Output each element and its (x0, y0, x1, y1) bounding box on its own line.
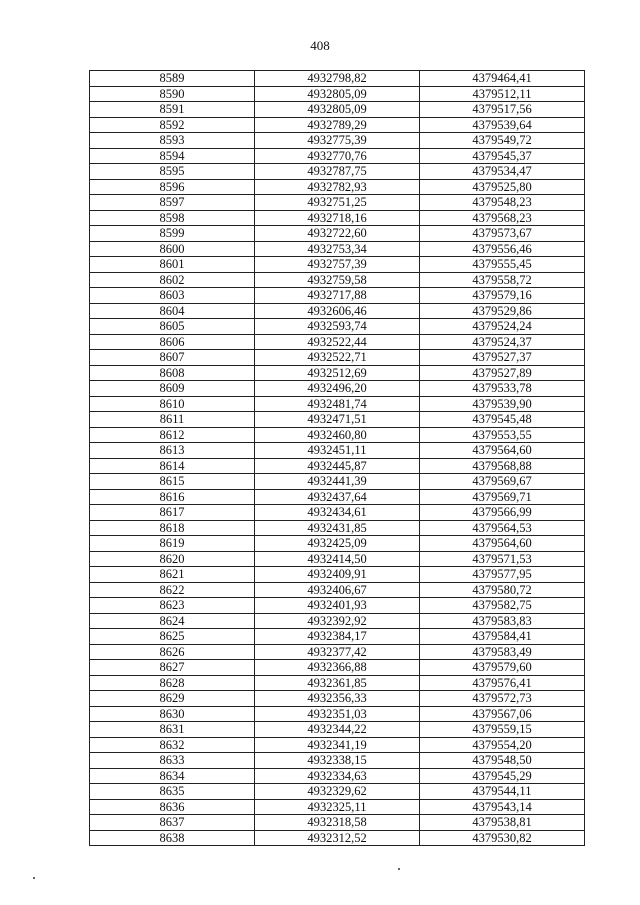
y-coordinate-cell: 4379524,24 (420, 319, 585, 335)
y-coordinate-cell: 4379583,83 (420, 613, 585, 629)
table-row (90, 706, 585, 722)
point-number-cell: 8638 (90, 830, 255, 846)
y-coordinate-cell: 4379559,15 (420, 722, 585, 738)
x-coordinate-cell: 4932441,39 (255, 474, 420, 490)
point-number-cell: 8615 (90, 474, 255, 490)
x-coordinate-cell: 4932522,71 (255, 350, 420, 366)
point-number-cell: 8596 (90, 179, 255, 195)
table-row (90, 117, 585, 133)
point-number-cell: 8604 (90, 303, 255, 319)
y-coordinate-cell: 4379567,06 (420, 706, 585, 722)
table-row (90, 164, 585, 180)
point-number-cell: 8592 (90, 117, 255, 133)
point-number-cell: 8626 (90, 644, 255, 660)
y-coordinate-cell: 4379566,99 (420, 505, 585, 521)
point-number-cell: 8636 (90, 799, 255, 815)
table-row (90, 319, 585, 335)
point-number-cell: 8600 (90, 241, 255, 257)
y-coordinate-cell: 4379524,37 (420, 334, 585, 350)
y-coordinate-cell: 4379553,55 (420, 427, 585, 443)
x-coordinate-cell: 4932406,67 (255, 582, 420, 598)
point-number-cell: 8614 (90, 458, 255, 474)
point-number-cell: 8619 (90, 536, 255, 552)
table-row (90, 644, 585, 660)
x-coordinate-cell: 4932414,50 (255, 551, 420, 567)
x-coordinate-cell: 4932496,20 (255, 381, 420, 397)
x-coordinate-cell: 4932757,39 (255, 257, 420, 273)
scan-speck (33, 877, 35, 879)
point-number-cell: 8630 (90, 706, 255, 722)
x-coordinate-cell: 4932425,09 (255, 536, 420, 552)
y-coordinate-cell: 4379579,16 (420, 288, 585, 304)
table-row (90, 303, 585, 319)
x-coordinate-cell: 4932717,88 (255, 288, 420, 304)
y-coordinate-cell: 4379545,37 (420, 148, 585, 164)
table-row (90, 412, 585, 428)
y-coordinate-cell: 4379539,64 (420, 117, 585, 133)
point-number-cell: 8616 (90, 489, 255, 505)
point-number-cell: 8610 (90, 396, 255, 412)
point-number-cell: 8624 (90, 613, 255, 629)
table-row (90, 629, 585, 645)
x-coordinate-cell: 4932341,19 (255, 737, 420, 753)
table-row (90, 241, 585, 257)
table-row (90, 71, 585, 87)
table-row (90, 365, 585, 381)
point-number-cell: 8637 (90, 815, 255, 831)
table-row (90, 396, 585, 412)
y-coordinate-cell: 4379527,89 (420, 365, 585, 381)
y-coordinate-cell: 4379582,75 (420, 598, 585, 614)
point-number-cell: 8601 (90, 257, 255, 273)
point-number-cell: 8620 (90, 551, 255, 567)
table-row (90, 799, 585, 815)
x-coordinate-cell: 4932325,11 (255, 799, 420, 815)
x-coordinate-cell: 4932522,44 (255, 334, 420, 350)
y-coordinate-cell: 4379525,80 (420, 179, 585, 195)
table-row (90, 660, 585, 676)
point-number-cell: 8597 (90, 195, 255, 211)
x-coordinate-cell: 4932312,52 (255, 830, 420, 846)
table-row (90, 536, 585, 552)
x-coordinate-cell: 4932481,74 (255, 396, 420, 412)
y-coordinate-cell: 4379529,86 (420, 303, 585, 319)
point-number-cell: 8617 (90, 505, 255, 521)
point-number-cell: 8631 (90, 722, 255, 738)
table-row (90, 350, 585, 366)
x-coordinate-cell: 4932753,34 (255, 241, 420, 257)
y-coordinate-cell: 4379583,49 (420, 644, 585, 660)
table-row (90, 334, 585, 350)
x-coordinate-cell: 4932782,93 (255, 179, 420, 195)
point-number-cell: 8602 (90, 272, 255, 288)
table-row (90, 226, 585, 242)
y-coordinate-cell: 4379543,14 (420, 799, 585, 815)
x-coordinate-cell: 4932471,51 (255, 412, 420, 428)
y-coordinate-cell: 4379568,23 (420, 210, 585, 226)
point-number-cell: 8628 (90, 675, 255, 691)
point-number-cell: 8632 (90, 737, 255, 753)
y-coordinate-cell: 4379554,20 (420, 737, 585, 753)
coordinates-table-body (90, 71, 585, 846)
y-coordinate-cell: 4379538,81 (420, 815, 585, 831)
x-coordinate-cell: 4932409,91 (255, 567, 420, 583)
x-coordinate-cell: 4932318,58 (255, 815, 420, 831)
y-coordinate-cell: 4379545,29 (420, 768, 585, 784)
x-coordinate-cell: 4932798,82 (255, 71, 420, 87)
coordinates-table (89, 70, 585, 846)
table-row (90, 133, 585, 149)
y-coordinate-cell: 4379584,41 (420, 629, 585, 645)
y-coordinate-cell: 4379545,48 (420, 412, 585, 428)
table-row (90, 288, 585, 304)
table-row (90, 474, 585, 490)
point-number-cell: 8622 (90, 582, 255, 598)
x-coordinate-cell: 4932451,11 (255, 443, 420, 459)
y-coordinate-cell: 4379555,45 (420, 257, 585, 273)
table-row (90, 753, 585, 769)
table-row (90, 737, 585, 753)
table-row (90, 427, 585, 443)
y-coordinate-cell: 4379558,72 (420, 272, 585, 288)
table-row (90, 381, 585, 397)
point-number-cell: 8599 (90, 226, 255, 242)
point-number-cell: 8611 (90, 412, 255, 428)
y-coordinate-cell: 4379568,88 (420, 458, 585, 474)
x-coordinate-cell: 4932775,39 (255, 133, 420, 149)
x-coordinate-cell: 4932437,64 (255, 489, 420, 505)
scan-speck (398, 868, 400, 870)
point-number-cell: 8606 (90, 334, 255, 350)
table-row (90, 195, 585, 211)
table-row (90, 830, 585, 846)
x-coordinate-cell: 4932401,93 (255, 598, 420, 614)
table-row (90, 613, 585, 629)
table-row (90, 458, 585, 474)
y-coordinate-cell: 4379569,67 (420, 474, 585, 490)
y-coordinate-cell: 4379564,53 (420, 520, 585, 536)
table-row (90, 567, 585, 583)
table-row (90, 102, 585, 118)
y-coordinate-cell: 4379564,60 (420, 536, 585, 552)
y-coordinate-cell: 4379577,95 (420, 567, 585, 583)
x-coordinate-cell: 4932344,22 (255, 722, 420, 738)
y-coordinate-cell: 4379530,82 (420, 830, 585, 846)
x-coordinate-cell: 4932770,76 (255, 148, 420, 164)
x-coordinate-cell: 4932434,61 (255, 505, 420, 521)
x-coordinate-cell: 4932384,17 (255, 629, 420, 645)
x-coordinate-cell: 4932718,16 (255, 210, 420, 226)
point-number-cell: 8605 (90, 319, 255, 335)
table-row (90, 489, 585, 505)
y-coordinate-cell: 4379579,60 (420, 660, 585, 676)
x-coordinate-cell: 4932431,85 (255, 520, 420, 536)
point-number-cell: 8634 (90, 768, 255, 784)
y-coordinate-cell: 4379572,73 (420, 691, 585, 707)
y-coordinate-cell: 4379533,78 (420, 381, 585, 397)
y-coordinate-cell: 4379517,56 (420, 102, 585, 118)
point-number-cell: 8621 (90, 567, 255, 583)
y-coordinate-cell: 4379573,67 (420, 226, 585, 242)
point-number-cell: 8595 (90, 164, 255, 180)
y-coordinate-cell: 4379580,72 (420, 582, 585, 598)
point-number-cell: 8625 (90, 629, 255, 645)
point-number-cell: 8591 (90, 102, 255, 118)
x-coordinate-cell: 4932460,80 (255, 427, 420, 443)
table-row (90, 675, 585, 691)
table-row (90, 272, 585, 288)
x-coordinate-cell: 4932366,88 (255, 660, 420, 676)
y-coordinate-cell: 4379556,46 (420, 241, 585, 257)
x-coordinate-cell: 4932593,74 (255, 319, 420, 335)
table-row (90, 551, 585, 567)
x-coordinate-cell: 4932329,62 (255, 784, 420, 800)
point-number-cell: 8618 (90, 520, 255, 536)
point-number-cell: 8635 (90, 784, 255, 800)
y-coordinate-cell: 4379549,72 (420, 133, 585, 149)
y-coordinate-cell: 4379564,60 (420, 443, 585, 459)
y-coordinate-cell: 4379548,50 (420, 753, 585, 769)
point-number-cell: 8633 (90, 753, 255, 769)
x-coordinate-cell: 4932356,33 (255, 691, 420, 707)
point-number-cell: 8594 (90, 148, 255, 164)
point-number-cell: 8607 (90, 350, 255, 366)
y-coordinate-cell: 4379544,11 (420, 784, 585, 800)
x-coordinate-cell: 4932377,42 (255, 644, 420, 660)
y-coordinate-cell: 4379569,71 (420, 489, 585, 505)
point-number-cell: 8627 (90, 660, 255, 676)
table-row (90, 722, 585, 738)
point-number-cell: 8623 (90, 598, 255, 614)
x-coordinate-cell: 4932759,58 (255, 272, 420, 288)
x-coordinate-cell: 4932392,92 (255, 613, 420, 629)
table-row (90, 784, 585, 800)
y-coordinate-cell: 4379571,53 (420, 551, 585, 567)
table-row (90, 768, 585, 784)
x-coordinate-cell: 4932805,09 (255, 86, 420, 102)
y-coordinate-cell: 4379534,47 (420, 164, 585, 180)
y-coordinate-cell: 4379548,23 (420, 195, 585, 211)
table-row (90, 257, 585, 273)
table-row (90, 443, 585, 459)
point-number-cell: 8593 (90, 133, 255, 149)
x-coordinate-cell: 4932445,87 (255, 458, 420, 474)
point-number-cell: 8613 (90, 443, 255, 459)
x-coordinate-cell: 4932722,60 (255, 226, 420, 242)
x-coordinate-cell: 4932512,69 (255, 365, 420, 381)
y-coordinate-cell: 4379576,41 (420, 675, 585, 691)
table-row (90, 815, 585, 831)
table-row (90, 598, 585, 614)
x-coordinate-cell: 4932751,25 (255, 195, 420, 211)
point-number-cell: 8603 (90, 288, 255, 304)
x-coordinate-cell: 4932338,15 (255, 753, 420, 769)
y-coordinate-cell: 4379527,37 (420, 350, 585, 366)
x-coordinate-cell: 4932351,03 (255, 706, 420, 722)
table-row (90, 210, 585, 226)
table-row (90, 582, 585, 598)
point-number-cell: 8629 (90, 691, 255, 707)
x-coordinate-cell: 4932606,46 (255, 303, 420, 319)
page-number: 408 (310, 38, 330, 53)
point-number-cell: 8598 (90, 210, 255, 226)
x-coordinate-cell: 4932787,75 (255, 164, 420, 180)
y-coordinate-cell: 4379539,90 (420, 396, 585, 412)
table-row (90, 148, 585, 164)
point-number-cell: 8590 (90, 86, 255, 102)
y-coordinate-cell: 4379464,41 (420, 71, 585, 87)
point-number-cell: 8609 (90, 381, 255, 397)
x-coordinate-cell: 4932334,63 (255, 768, 420, 784)
x-coordinate-cell: 4932789,29 (255, 117, 420, 133)
y-coordinate-cell: 4379512,11 (420, 86, 585, 102)
table-row (90, 86, 585, 102)
table-row (90, 520, 585, 536)
table-row (90, 179, 585, 195)
x-coordinate-cell: 4932805,09 (255, 102, 420, 118)
table-row (90, 691, 585, 707)
point-number-cell: 8612 (90, 427, 255, 443)
table-row (90, 505, 585, 521)
x-coordinate-cell: 4932361,85 (255, 675, 420, 691)
point-number-cell: 8608 (90, 365, 255, 381)
point-number-cell: 8589 (90, 71, 255, 87)
